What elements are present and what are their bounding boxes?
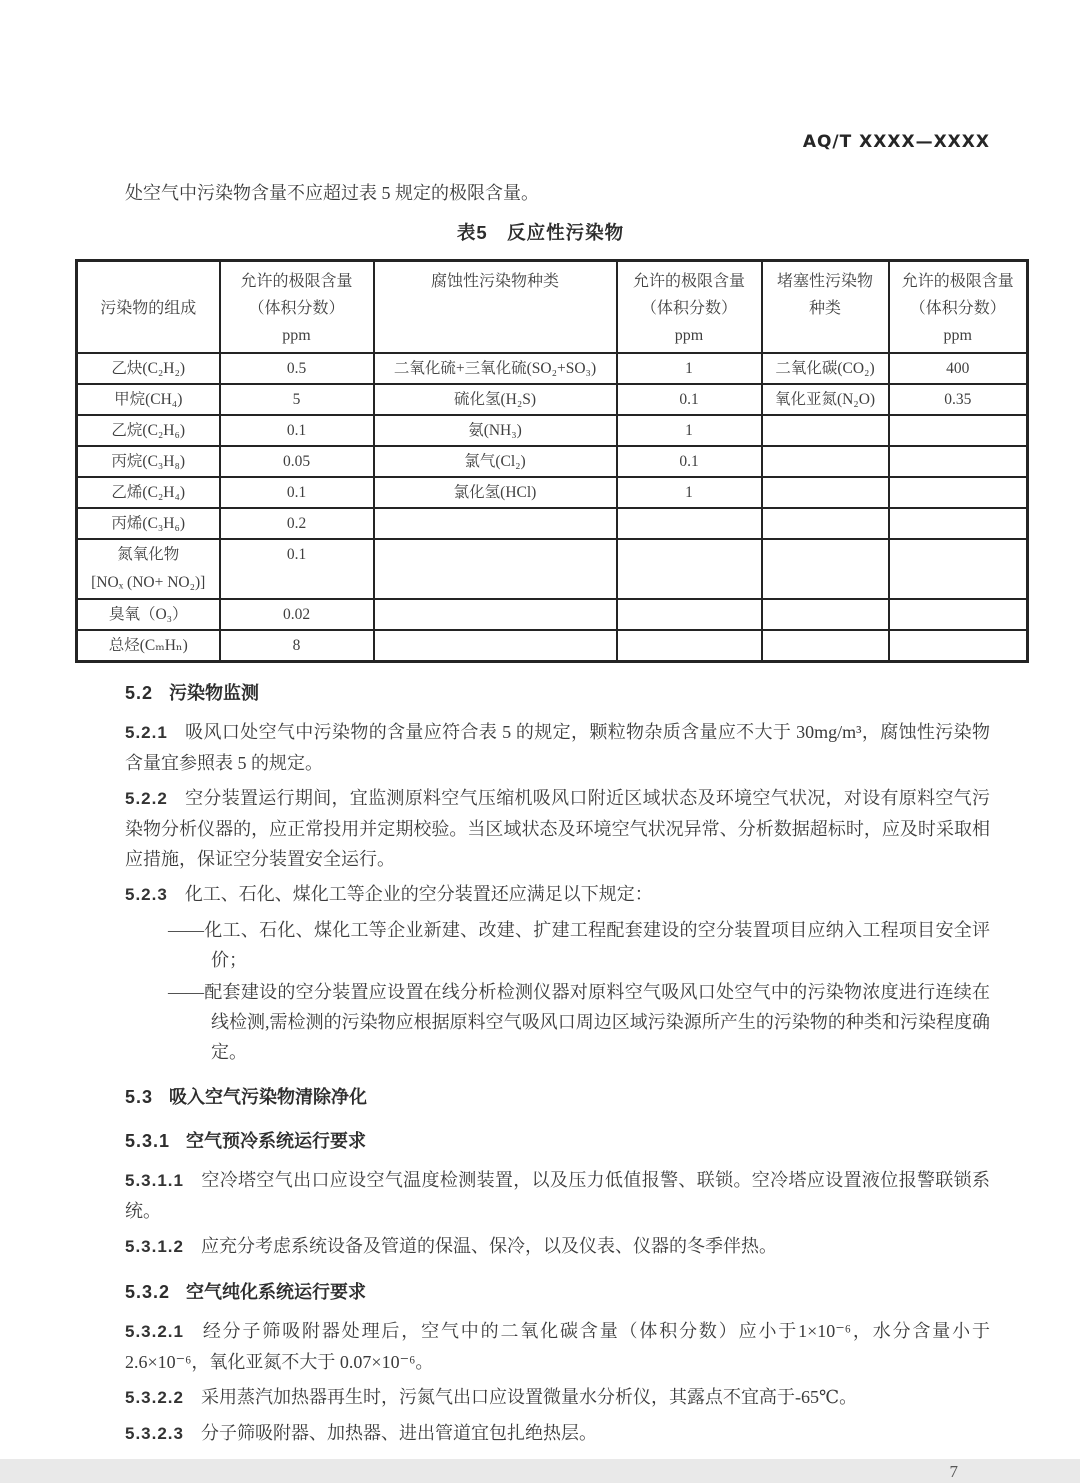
clause-number: 5.3.1 [125,1131,171,1151]
clause-number: 5.2 [125,683,154,703]
table-cell [762,477,889,508]
column-header: 允许的极限含量 （体积分数） ppm [220,261,374,354]
table-row [77,477,1028,508]
table-cell [762,599,889,630]
table-cell: 1 [617,415,762,446]
table-cell [374,508,617,539]
table-cell [762,446,889,477]
table-cell [617,599,762,630]
table-row [77,415,1028,446]
clause-paragraph: 5.3.2.2 采用蒸汽加热器再生时，污氮气出口应设置微量水分析仪，其露点不宜高于-65℃。 [125,1387,858,1407]
table-cell: 氯化氢(HCl) [374,477,617,508]
clause-paragraph: 5.3.2.3 分子筛吸附器、加热器、进出管道宜包扎绝热层。 [125,1423,597,1443]
table-body [77,353,1028,662]
table-cell: 0.1 [220,415,374,446]
table-row [77,353,1028,384]
clause-number: 5.3.2.1 [125,1322,184,1341]
table-row [77,630,1028,662]
heading-text: 吸入空气污染物清除净化 [169,1087,368,1107]
column-header: 堵塞性污染物 种类 [762,261,889,354]
table-cell [374,599,617,630]
table-cell: 臭氧（O₃） [77,599,220,630]
table-cell: 氧化亚氮(N₂O) [762,384,889,415]
clause-number: 5.3.2 [125,1282,171,1302]
clause-paragraph: 5.2.3 化工、石化、煤化工等企业的空分装置还应满足以下规定： [125,884,653,904]
pollutant-table [75,259,1029,663]
section-heading [125,1083,990,1111]
table-cell [762,539,889,599]
section-heading [125,1278,990,1306]
table-cell: 氮氧化物 [NOₓ (NO+ NO₂)] [77,539,220,599]
table-row [77,599,1028,630]
table-cell: 二氧化硫+三氧化硫(SO₂+SO₃) [374,353,617,384]
table-cell [889,446,1028,477]
table-row [77,384,1028,415]
table-cell: 0.2 [220,508,374,539]
clause-paragraph: 5.2.2 空分装置运行期间，宜监测原料空气压缩机吸风口附近区域状态及环境空气状况，对设有原料空气污染物分析仪器的，应正常投用并定期校验。当区域状态及环境空气状况异常、分析数据超标时，应及时采取相应措施，保证空分装置安全运行。 [125,788,990,869]
table-cell: 氨(NH₃) [374,415,617,446]
table-cell: 400 [889,353,1028,384]
clause-paragraph: 5.3.2.1 经分子筛吸附器处理后，空气中的二氧化碳含量（体积分数）应小于1×10⁻⁶，水分含量小于2.6×10⁻⁶，氧化亚氮不大于 0.07×10⁻⁶。 [125,1321,990,1372]
table-cell [374,539,617,599]
table-cell [617,508,762,539]
table-cell: 甲烷(CH₄) [77,384,220,415]
clause-paragraph: 5.3.1.2 应充分考虑系统设备及管道的保温、保冷，以及仪表、仪器的冬季伴热。 [125,1236,777,1256]
table-row [77,446,1028,477]
table-cell [617,539,762,599]
clause-number: 5.3.1.1 [125,1171,184,1190]
table-cell: 5 [220,384,374,415]
table-cell [889,415,1028,446]
intro-paragraph: 处空气中污染物含量不应超过表 5 规定的极限含量。 [125,183,539,203]
doc-code: AQ/T XXXX—XXXX [802,132,990,152]
table-row [77,539,1028,599]
table-cell [617,630,762,662]
heading-text: 空气预冷系统运行要求 [186,1131,367,1151]
table-cell [889,630,1028,662]
table-cell: 1 [617,477,762,508]
table-cell: 乙烯(C₂H₄) [77,477,220,508]
clause-number: 5.2.3 [125,885,168,904]
column-header: 允许的极限含量 （体积分数） ppm [889,261,1028,354]
table-cell: 氯气(Cl₂) [374,446,617,477]
table-cell: 丙烷(C₃H₈) [77,446,220,477]
table-cell: 1 [617,353,762,384]
table-cell [374,630,617,662]
clause-number: 5.2.2 [125,789,168,808]
page-number: 7 [949,1462,958,1481]
column-header: 允许的极限含量 （体积分数） ppm [617,261,762,354]
table-cell [762,630,889,662]
table-cell [889,508,1028,539]
table-cell: 0.02 [220,599,374,630]
table-cell: 0.1 [220,539,374,599]
table-cell: 丙烯(C₃H₆) [77,508,220,539]
doc-header [125,132,990,152]
table-cell [762,508,889,539]
table-row [77,508,1028,539]
table-cell: 0.1 [617,446,762,477]
clause-number: 5.3.2.3 [125,1424,184,1443]
table-cell: 0.05 [220,446,374,477]
table-cell: 0.1 [220,477,374,508]
clause-paragraph: 5.3.1.1 空冷塔空气出口应设空气温度检测装置，以及压力低值报警、联锁。空冷塔应设置液位报警联锁系统。 [125,1170,990,1221]
table-cell [762,415,889,446]
section-heading [125,679,990,707]
table-cell: 总烃(CₘHₙ) [77,630,220,662]
column-header: 腐蚀性污染物种类 [374,261,617,354]
sections [125,679,990,1449]
table-cell: 硫化氢(H₂S) [374,384,617,415]
section-heading [125,1127,990,1155]
heading-text: 空气纯化系统运行要求 [186,1282,367,1302]
table-cell: 乙炔(C₂H₂) [77,353,220,384]
table-cell [889,477,1028,508]
dash-list-item: ——化工、石化、煤化工等企业新建、改建、扩建工程配套建设的空分装置项目应纳入工程项目安全评价； [168,920,990,970]
table-cell: 0.5 [220,353,374,384]
table-caption: 表5 反应性污染物 [456,222,625,243]
heading-text: 污染物监测 [169,683,260,703]
clause-number: 5.3.1.2 [125,1237,184,1256]
clause-number: 5.3.2.2 [125,1388,184,1407]
dash-list-item: ——配套建设的空分装置应设置在线分析检测仪器对原料空气吸风口处空气中的污染物浓度进行连续在线检测,需检测的污染物应根据原料空气吸风口周边区域污染源所产生的污染物的种类和污染程度确定。 [168,982,990,1062]
table-cell: 8 [220,630,374,662]
clause-paragraph: 5.2.1 吸风口处空气中污染物的含量应符合表 5 的规定，颗粒物杂质含量应不大于 30mg/m³，腐蚀性污染物含量宜参照表 5 的规定。 [125,722,990,773]
table-cell: 0.35 [889,384,1028,415]
table-cell: 0.1 [617,384,762,415]
table-cell: 二氧化碳(CO₂) [762,353,889,384]
table-header-row [77,261,1028,354]
table-cell [889,599,1028,630]
table-cell [889,539,1028,599]
column-header: 污染物的组成 [77,261,220,354]
table-cell: 乙烷(C₂H₆) [77,415,220,446]
table-head [77,261,1028,354]
clause-number: 5.3 [125,1087,154,1107]
clause-number: 5.2.1 [125,723,168,742]
